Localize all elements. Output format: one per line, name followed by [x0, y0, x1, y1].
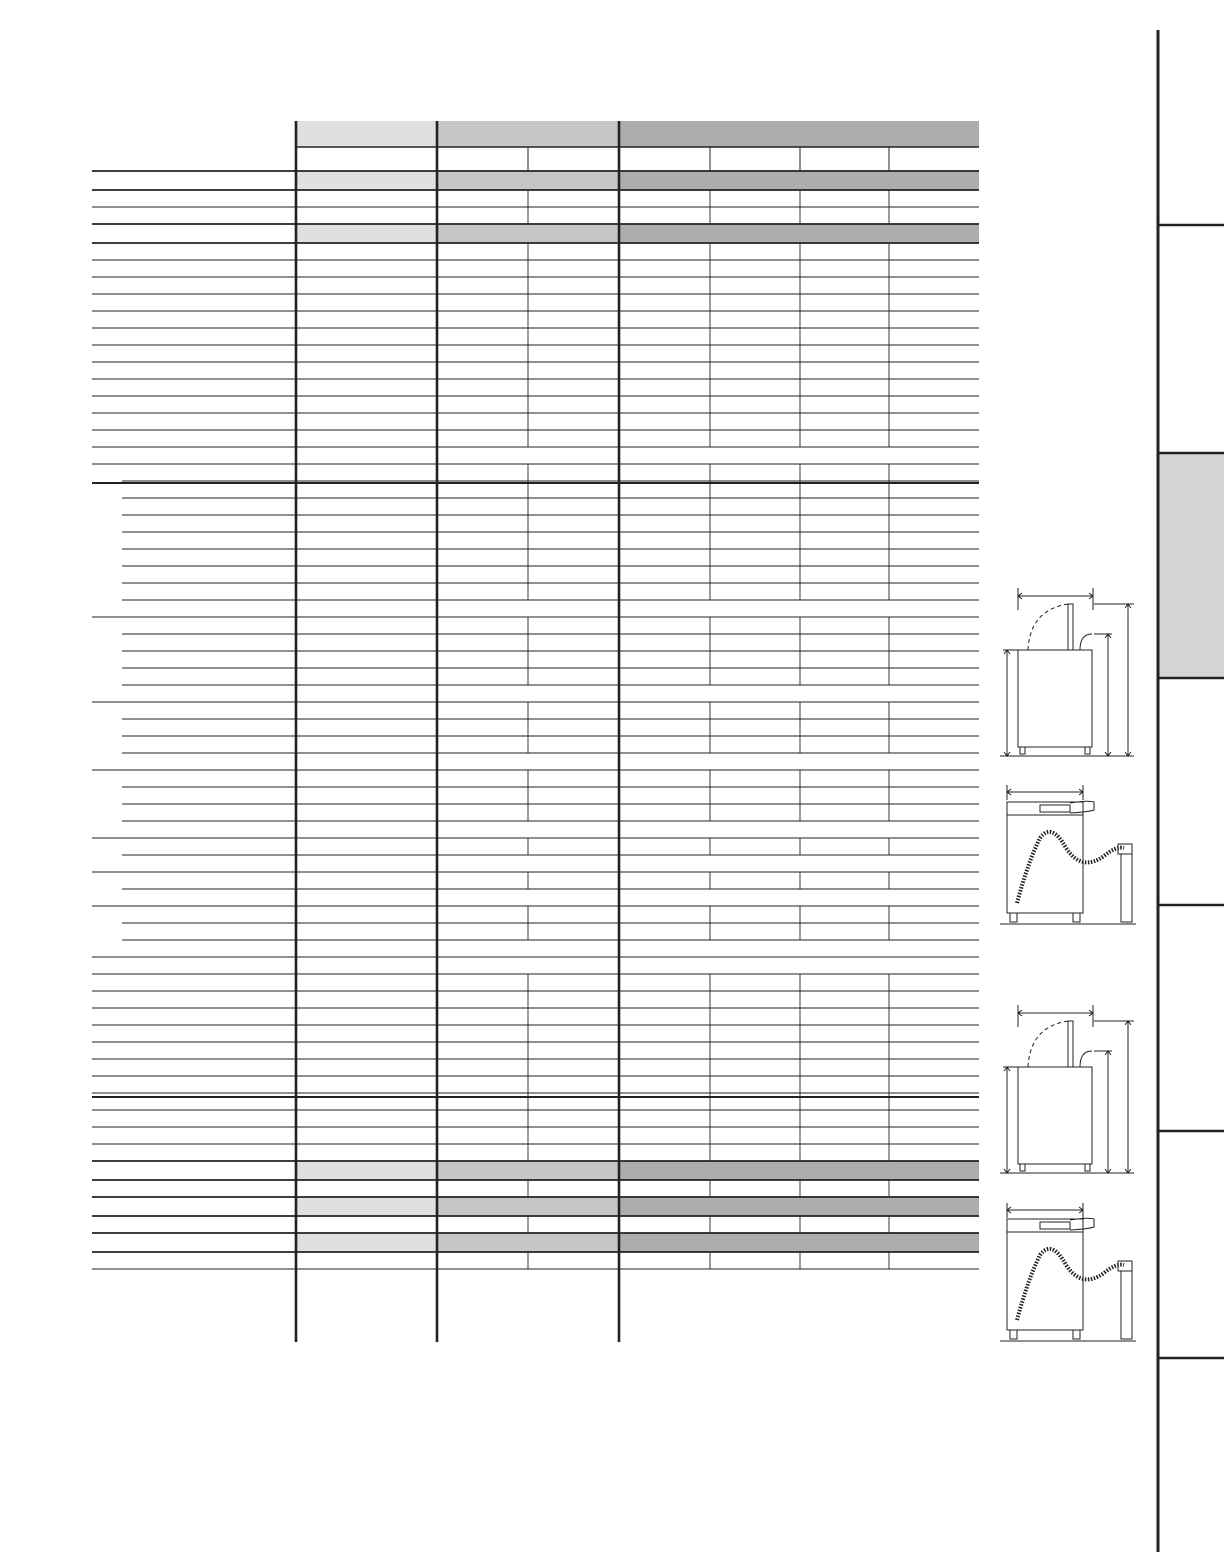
band-cell-medium — [437, 224, 619, 243]
section-tabs — [1158, 30, 1224, 1552]
washer-front-view-top — [1000, 785, 1136, 924]
table-header — [296, 121, 979, 171]
band-cell-medium — [437, 1161, 619, 1180]
band-cell-light — [296, 1233, 437, 1252]
header-band-medium — [437, 121, 619, 147]
top-load-washer-hose-dimension-icon — [1000, 785, 1136, 924]
band-cell-dark — [619, 1233, 979, 1252]
band-cell-light — [296, 224, 437, 243]
section-tab-active[interactable] — [1158, 453, 1224, 678]
top-load-washer-side-dimension-icon — [1000, 1005, 1134, 1173]
band-cell-medium — [437, 1197, 619, 1216]
band-cell-medium — [437, 171, 619, 190]
band-cell-light — [296, 171, 437, 190]
band-cell-light — [296, 1161, 437, 1180]
header-band-light — [296, 121, 437, 147]
band-cell-light — [296, 1197, 437, 1216]
top-load-washer-hose-dimension-icon — [1000, 1203, 1136, 1341]
washer-side-view-top — [1000, 588, 1134, 756]
washer-front-view-bottom — [1000, 1203, 1136, 1341]
band-cell-medium — [437, 1233, 619, 1252]
band-cell-dark — [619, 224, 979, 243]
band-cell-dark — [619, 1161, 979, 1180]
washer-side-view-bottom — [1000, 1005, 1134, 1173]
top-load-washer-side-dimension-icon — [1000, 588, 1134, 756]
band-cell-dark — [619, 171, 979, 190]
band-cell-dark — [619, 1197, 979, 1216]
group-dividers — [296, 121, 619, 1342]
spec-table-body — [92, 171, 979, 1269]
header-band-dark — [619, 121, 979, 147]
